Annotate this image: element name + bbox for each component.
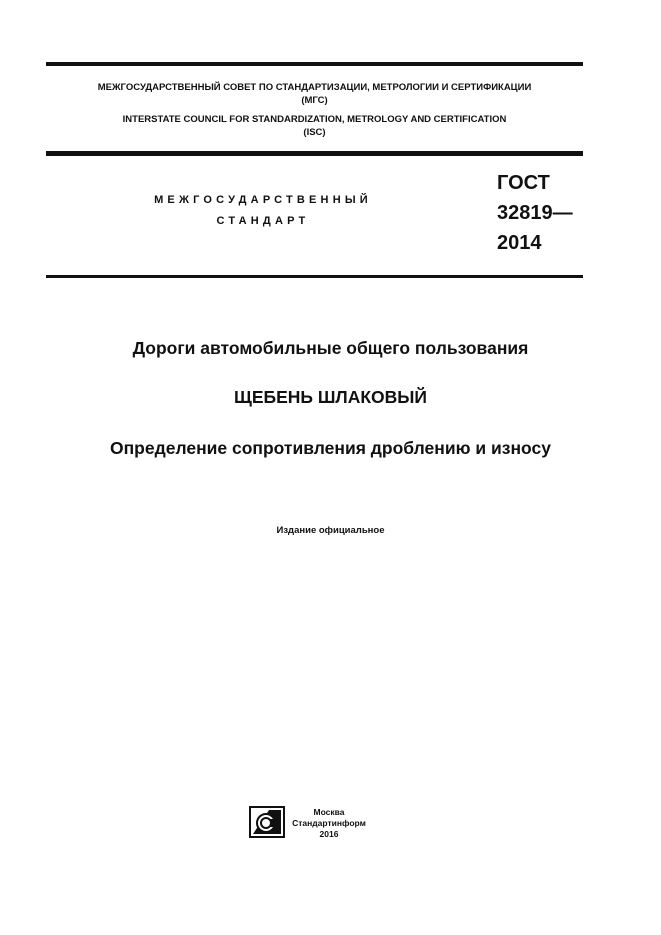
council-header [46, 81, 583, 139]
header-divider [46, 151, 583, 156]
title-line-2: ЩЕБЕНЬ ШЛАКОВЫЙ [234, 387, 427, 407]
edition-label: Издание официальное [276, 525, 385, 536]
council-name-ru: МЕЖГОСУДАРСТВЕННЫЙ СОВЕТ ПО СТАНДАРТИЗАЦИИ, МЕТРОЛОГИИ И СЕРТИФИКАЦИИ [97, 82, 532, 93]
publisher-name: Стандартинформ [292, 818, 366, 828]
title-line-3: Определение сопротивления дроблению и износу [110, 438, 551, 458]
publisher-logo-icon [249, 806, 285, 838]
title-line-1: Дороги автомобильные общего пользования [132, 338, 529, 358]
publisher-city: Москва [313, 807, 345, 817]
council-abbr-ru: (МГС) [301, 95, 328, 106]
standard-code [497, 168, 573, 258]
publisher-year: 2016 [319, 829, 339, 839]
standard-code-number: 32819— [497, 202, 573, 224]
standard-type-line1: МЕЖГОСУДАРСТВЕННЫЙ [154, 194, 372, 206]
council-abbr-en: (ISC) [303, 127, 326, 138]
standard-code-prefix: ГОСТ [497, 172, 550, 194]
standard-type [118, 190, 408, 232]
top-rule [46, 62, 583, 66]
standard-code-year: 2014 [497, 232, 542, 254]
code-divider [46, 275, 583, 278]
council-name-en: INTERSTATE COUNCIL FOR STANDARDIZATION, METROLOGY AND CERTIFICATION [122, 114, 507, 125]
publisher-block [290, 807, 368, 840]
standard-type-line2: СТАНДАРТ [216, 215, 310, 227]
